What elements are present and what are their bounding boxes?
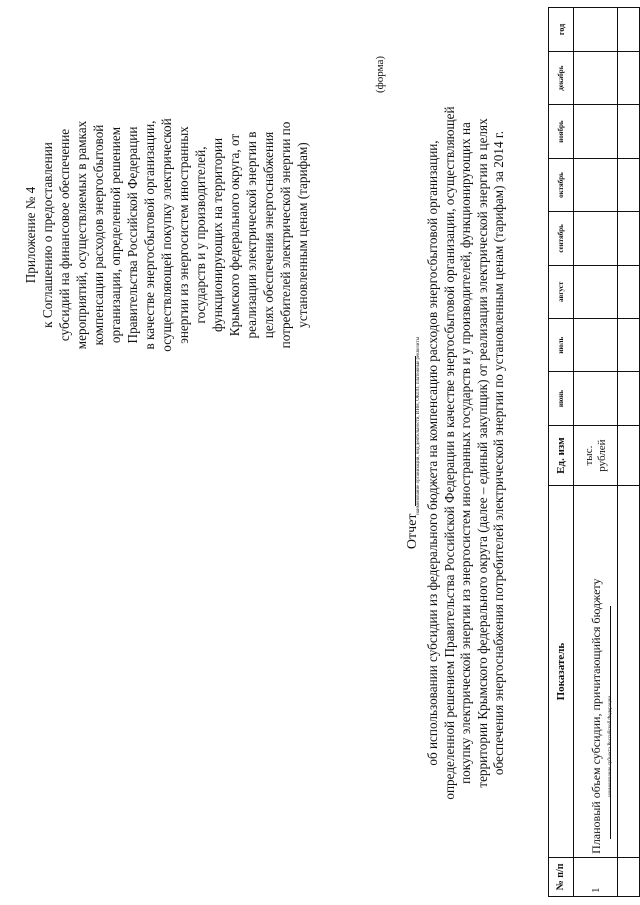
value-cell-november[interactable] (574, 105, 618, 158)
header-unit: Ед. изм (549, 425, 574, 486)
appendix-line: в качестве энергосбытовой организации, (142, 120, 157, 350)
row-indicator: Плановый объем субсидии, причитающийся бюджету (588, 578, 603, 854)
value-cell-august[interactable] (618, 265, 640, 318)
value-cell-august[interactable] (574, 265, 618, 318)
row-unit (618, 425, 640, 486)
value-cell-june[interactable] (574, 372, 618, 425)
value-cell-december[interactable] (574, 51, 618, 104)
appendix-line: мероприятий, осуществляемых в рамках (74, 120, 89, 350)
header-indicator: Показатель (549, 486, 574, 858)
appendix-line: к Соглашению о предоставлении (40, 142, 55, 328)
row-unit: тыс. рублей (574, 425, 618, 486)
value-cell-june[interactable] (618, 372, 640, 425)
table-header-row (549, 8, 574, 897)
row-number: 1 (574, 857, 618, 896)
organization-name-blank[interactable] (403, 337, 421, 515)
value-cell-october[interactable] (618, 158, 640, 211)
form-label: (форма) (374, 55, 386, 93)
appendix-line: энергии из энергосистем иностранных (176, 126, 191, 344)
appendix-line: организации, определенной решением (108, 126, 123, 344)
appendix-line: государств и у производителей, (193, 146, 208, 324)
report-table (548, 7, 640, 897)
report-title-line (403, 0, 421, 905)
value-cell-november[interactable] (618, 105, 640, 158)
value-cell-september[interactable] (618, 212, 640, 265)
header-month-july: июль (549, 319, 574, 372)
appendix-line: осуществляющей покупку электрической (159, 118, 174, 352)
header-month-december: декабрь (549, 51, 574, 104)
appendix-block (22, 70, 311, 400)
appendix-line: Крымского федерального округа, от (227, 133, 242, 337)
value-cell-year[interactable] (574, 8, 618, 52)
value-cell-july[interactable] (574, 319, 618, 372)
header-year: год (549, 8, 574, 52)
appendix-line: реализации электрической энергии в (244, 131, 259, 339)
table-row (618, 8, 640, 897)
description-line: покупку электрической энергии из энергосистем иностранных государств и у производителей, функционирующих на (458, 122, 474, 784)
description-line: территории Крымского федерального округа (далее – единый закупщик) от реализации электрической энергии в целях (474, 118, 490, 788)
value-cell-september[interactable] (574, 212, 618, 265)
report-description (425, 23, 508, 883)
blank-caption: наименование организации, вид деятельности, ИНН, ОКПО, платежные реквизиты (416, 337, 421, 515)
row-indicator-cell (574, 486, 618, 858)
appendix-line: потребителей электрической энергии по (278, 121, 293, 349)
subject-name-caption: наименование субъекта Российской Федерации (608, 695, 613, 797)
header-month-august: август (549, 265, 574, 318)
appendix-line: функционирующих на территории (210, 137, 225, 333)
header-month-june: июнь (549, 372, 574, 425)
appendix-line: Приложение № 4 (23, 186, 38, 284)
value-cell-year[interactable] (618, 8, 640, 52)
appendix-line: установленным ценам (тарифам) (295, 142, 310, 328)
description-line: обеспечения энергоснабжения потребителей электрической энергии по установленным ценам (тарифам) за 2014 г. (491, 130, 507, 776)
header-month-october: октябрь (549, 158, 574, 211)
row-indicator-cell (618, 486, 640, 858)
description-line: определенной решением Правительства Российской Федерации в качестве энергосбытовой организации, осуществляющей (441, 106, 457, 800)
header-month-november: ноябрь (549, 105, 574, 158)
value-cell-december[interactable] (618, 51, 640, 104)
appendix-line: субсидий на финансовое обеспечение (57, 128, 72, 342)
appendix-line: целях обеспечения энергоснабжения (261, 131, 276, 339)
appendix-line: Правительства Российской Федерации (125, 126, 140, 344)
header-month-september: сентябрь (549, 212, 574, 265)
description-line: об использовании субсидии из федерального бюджета на компенсацию расходов энергосбытовой организации, (425, 140, 440, 766)
value-cell-october[interactable] (574, 158, 618, 211)
header-number: № п/п (549, 857, 574, 896)
value-cell-july[interactable] (618, 319, 640, 372)
table-row (574, 8, 618, 897)
appendix-line: компенсации расходов энергосбытовой (91, 124, 106, 346)
report-title: Отчет (405, 513, 420, 550)
row-number (618, 857, 640, 896)
